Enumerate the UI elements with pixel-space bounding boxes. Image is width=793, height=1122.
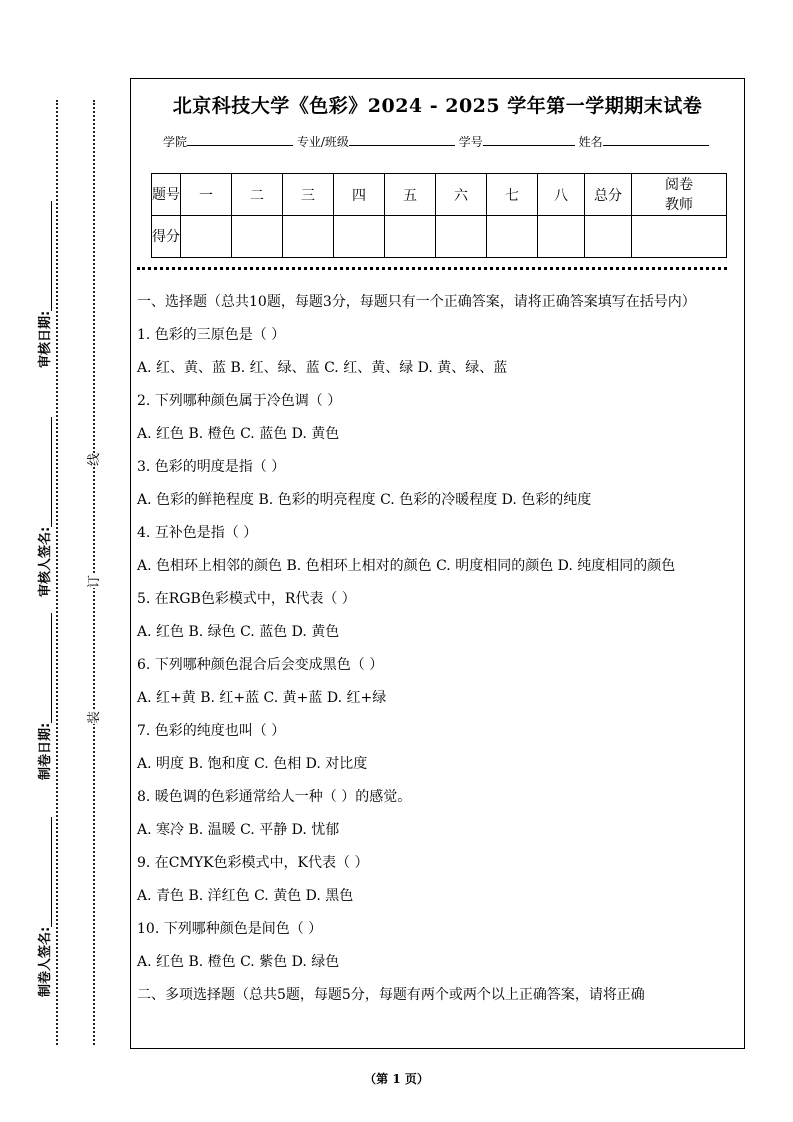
question-options: A. 红色 B. 橙色 C. 紫色 D. 绿色 bbox=[137, 954, 340, 970]
question-number-header: 题号 bbox=[152, 174, 181, 216]
score-col-6: 六 bbox=[436, 174, 487, 216]
score-cell[interactable] bbox=[436, 216, 487, 258]
question-text: 9. 在CMYK色彩模式中，K代表（ ） bbox=[137, 855, 369, 871]
name-blank[interactable] bbox=[603, 133, 709, 146]
question-text: 2. 下列哪种颜色属于冷色调（ ） bbox=[137, 393, 342, 409]
page-number: （第 1 页） bbox=[364, 1072, 429, 1086]
cut-mark-line: 线 bbox=[81, 453, 104, 466]
compiler-signature-label: 制卷人签名: bbox=[34, 817, 53, 997]
question-options: A. 红色 B. 绿色 C. 蓝色 D. 黄色 bbox=[137, 624, 340, 640]
section2-heading: 二、多项选择题（总共5题，每题5分，每题有两个或两个以上正确答案，请将正确 bbox=[137, 987, 645, 1003]
student-id-blank[interactable] bbox=[483, 133, 575, 146]
score-cell[interactable] bbox=[181, 216, 232, 258]
score-col-1: 一 bbox=[181, 174, 232, 216]
reviewer-signature-label: 审核人签名: bbox=[34, 417, 53, 597]
score-col-8: 八 bbox=[538, 174, 585, 216]
score-col-total: 总分 bbox=[585, 174, 632, 216]
question-options: A. 色彩的鲜艳程度 B. 色彩的明亮程度 C. 色彩的冷暖程度 D. 色彩的纯度 bbox=[137, 492, 592, 508]
college-blank[interactable] bbox=[187, 133, 293, 146]
score-cell[interactable] bbox=[232, 216, 283, 258]
question-text: 1. 色彩的三原色是（ ） bbox=[137, 327, 286, 343]
question-options: A. 寒冷 B. 温暖 C. 平静 D. 忧郁 bbox=[137, 822, 340, 838]
score-table-score-row bbox=[152, 216, 727, 258]
question-text: 4. 互补色是指（ ） bbox=[137, 525, 258, 541]
score-cell[interactable] bbox=[385, 216, 436, 258]
question-text: 5. 在RGB色彩模式中，R代表（ ） bbox=[137, 591, 356, 607]
question-options: A. 色相环上相邻的颜色 B. 色相环上相对的颜色 C. 明度相同的颜色 D. 纯度相同的颜色 bbox=[137, 558, 676, 574]
score-cell[interactable] bbox=[632, 216, 727, 258]
question-text: 6. 下列哪种颜色混合后会变成黑色（ ） bbox=[137, 657, 384, 673]
question-text: 3. 色彩的明度是指（ ） bbox=[137, 459, 286, 475]
score-table bbox=[151, 173, 727, 258]
score-col-4: 四 bbox=[334, 174, 385, 216]
score-col-grader: 阅卷教师 bbox=[632, 174, 727, 216]
score-row-header: 得分 bbox=[152, 216, 181, 258]
score-cell[interactable] bbox=[585, 216, 632, 258]
review-date-label: 审核日期: bbox=[34, 201, 53, 368]
exam-page-frame bbox=[130, 78, 745, 1049]
exam-title: 北京科技大学《色彩》2024 - 2025 学年第一学期期末试卷 bbox=[172, 95, 703, 117]
binding-dotted-line-outer bbox=[56, 100, 58, 1045]
question-options: A. 红色 B. 橙色 C. 蓝色 D. 黄色 bbox=[137, 426, 340, 442]
score-cell[interactable] bbox=[334, 216, 385, 258]
score-table-header-row bbox=[152, 174, 727, 216]
score-col-7: 七 bbox=[487, 174, 538, 216]
college-label: 学院 bbox=[163, 135, 188, 149]
score-cell[interactable] bbox=[487, 216, 538, 258]
score-col-5: 五 bbox=[385, 174, 436, 216]
score-col-2: 二 bbox=[232, 174, 283, 216]
question-options: A. 红+黄 B. 红+蓝 C. 黄+蓝 D. 红+绿 bbox=[137, 690, 387, 706]
question-text: 10. 下列哪种颜色是间色（ ） bbox=[137, 921, 323, 937]
score-col-3: 三 bbox=[283, 174, 334, 216]
major-blank[interactable] bbox=[349, 133, 455, 146]
section1-heading: 一、选择题（总共10题，每题3分，每题只有一个正确答案，请将正确答案填写在括号内） bbox=[137, 294, 696, 310]
question-options: A. 明度 B. 饱和度 C. 色相 D. 对比度 bbox=[137, 756, 368, 772]
score-cell[interactable] bbox=[538, 216, 585, 258]
binding-dotted-line-inner bbox=[93, 100, 95, 1045]
student-info-row bbox=[163, 133, 709, 150]
binding-strip bbox=[0, 0, 120, 1122]
compile-date-label: 制卷日期: bbox=[34, 613, 53, 780]
name-label: 姓名 bbox=[578, 135, 603, 149]
cut-mark-mount: 装 bbox=[81, 711, 104, 724]
cut-mark-bind: 订 bbox=[81, 575, 104, 588]
question-options: A. 青色 B. 洋红色 C. 黄色 D. 黑色 bbox=[137, 888, 354, 904]
question-options: A. 红、黄、蓝 B. 红、绿、蓝 C. 红、黄、绿 D. 黄、绿、蓝 bbox=[137, 360, 508, 376]
major-label: 专业/班级 bbox=[296, 135, 349, 149]
question-text: 8. 暖色调的色彩通常给人一种（ ）的感觉。 bbox=[137, 789, 412, 805]
exam-content bbox=[137, 291, 739, 1017]
dotted-separator bbox=[137, 267, 727, 270]
student-id-label: 学号 bbox=[458, 135, 483, 149]
score-cell[interactable] bbox=[283, 216, 334, 258]
question-text: 7. 色彩的纯度也叫（ ） bbox=[137, 723, 286, 739]
